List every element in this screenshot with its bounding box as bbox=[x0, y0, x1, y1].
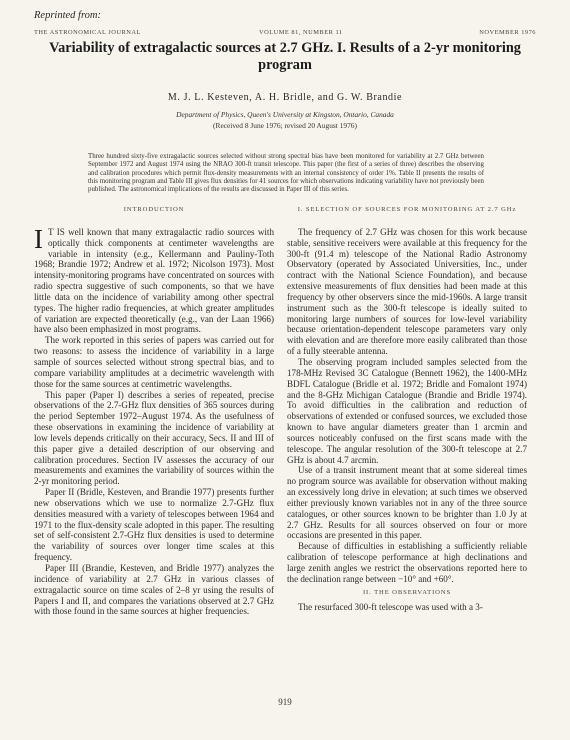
paper-title: Variability of extragalactic sources at 2.7 GHz. I. Results of a 2-yr monitoring program bbox=[49, 40, 521, 73]
left-column bbox=[34, 205, 274, 617]
page-number: 919 bbox=[278, 697, 292, 707]
paragraph-text: T IS well known that many extragalactic radio sources with optically thick components at centimeter wavelengths are variable in intensity (e.g., Kellermann and Pauliny-Toth 1968; Brandie 1972; Andrew et al. 1972; Nicolson 1973). Most intensity-monitoring programs have concentrated on sources with radio spectra suggestive of such components, so that we have little data on the incidence of variability among other spectral types. The higher radio frequencies, at which greater amplitudes of variation are expected theoretically (e.g., van der Laan 1966) have also been emphasized in most programs. bbox=[34, 226, 274, 335]
journal-name: THE ASTRONOMICAL JOURNAL bbox=[34, 29, 141, 36]
author-affiliation: Department of Physics, Queen's University at Kingston, Ontario, Canada bbox=[176, 110, 394, 119]
reprint-label: Reprinted from: bbox=[34, 10, 101, 21]
paragraph: The frequency of 2.7 GHz was chosen for this work because stable, sensitive receivers were available at this frequency for the 300-ft (91.4 m) telescope of the National Radio Astronomy Observatory (operated by Associated Universities, Inc., under contract with the National Science Foundation), and because extensive measurements of flux densities had been made at this frequency by other observers since the mid-1960s. A large transit instrument such as the 300-ft telescope is ideally suited to monitoring large numbers of sources for low-level variability because orientation-dependent telescope parameters vary only with elevation and are therefore more easily calibrated than those of a fully steerable antenna. bbox=[287, 226, 527, 357]
paragraph bbox=[34, 223, 274, 335]
received-dates: (Received 8 June 1976; revised 20 August 1976) bbox=[213, 121, 357, 130]
paper-authors: M. J. L. Kesteven, A. H. Bridle, and G. W. Brandie bbox=[167, 92, 403, 103]
paragraph: Because of difficulties in establishing a sufficiently reliable calibration of telescope performance at high declinations and large zenith angles we restrict the observations reported here to the declination range between −10° and +60°. bbox=[287, 541, 527, 584]
paragraph: Paper III (Brandie, Kesteven, and Bridle 1977) analyzes the incidence of variability at 2.7 GHz in various classes of extragalactic source on time scales of 2–8 yr using the results of Papers I and II, and compares the variations observed at 2.7 GHz with those found in the same sources at higher frequencies. bbox=[34, 563, 274, 617]
paragraph: Paper II (Bridle, Kesteven, and Brandie 1977) presents further new observations which we use to normalize 2.7-GHz flux densities measured with a variety of telescopes between 1964 and 1971 to the flux-density scale adopted in this paper. The resulting set of self-consistent 2.7-GHz flux densities is used to determine the variability of sources over longer time scales at this frequency. bbox=[34, 487, 274, 563]
paragraph: This paper (Paper I) describes a series of repeated, precise observations of the 2.7-GHz flux densities of 365 sources during the period September 1972–August 1974. As the usefulness of these observations in examining the incidence of variability at low levels depends critically on their accuracy, Secs. II and III of this paper give a detailed description of our observing and calibration procedures. Section IV assesses the accuracy of our measurements and examines the variability of sources within the 2-yr monitoring period. bbox=[34, 389, 274, 487]
paragraph: Use of a transit instrument meant that at some sidereal times no program source was available for observation without making an excessively long drive in elevation; at such times we observed either previously known variables not in any of the three source catalogues, or other sources known to be brighter than 1.0 Jy at 2.7 GHz. Results for all sources observed on four or more occasions are presented in this paper. bbox=[287, 465, 527, 541]
section-heading-observations: II. THE OBSERVATIONS bbox=[362, 588, 452, 596]
drop-cap: I bbox=[34, 223, 43, 254]
right-column bbox=[287, 205, 527, 612]
paragraph: The observing program included samples selected from the 178-MHz Revised 3C Catalogue (Bennett 1962), the 1400-MHz BDFL Catalogue (Bridle et al. 1972; Bridle and Fomalont 1974) and the 8-GHz Michigan Catalogue (Brandie and Bridle 1974). To avoid difficulties in the calibration and reduction of observations of extended or confused sources, we excluded those known to have angular diameters greater than 1 arcmin and sources noticeably confused on the first scans made with the telescope. The angular resolution of the 300-ft telescope at 2.7 GHz is about 4.7 arcmin. bbox=[287, 356, 527, 465]
journal-volume: VOLUME 81, NUMBER 11 bbox=[259, 29, 343, 36]
paragraph: The work reported in this series of papers was carried out for two reasons: to assess the incidence of variability in a large sample of sources selected without strong spectral bias, and to compare variability amplitudes at a decimetric wavelength with those for the same sources at centimetric wavelengths. bbox=[34, 335, 274, 389]
paragraph: The resurfaced 300-ft telescope was used with a 3- bbox=[298, 601, 483, 612]
journal-date: NOVEMBER 1976 bbox=[479, 29, 536, 36]
section-heading-selection: I. SELECTION OF SOURCES FOR MONITORING AT 2.7 GHz bbox=[297, 206, 517, 213]
section-heading-introduction: INTRODUCTION bbox=[123, 206, 185, 213]
abstract: Three hundred sixty-five extragalactic sources selected without strong spectral bias have been monitored for variability at 2.7 GHz between September 1972 and August 1974 using the NRAO 300-ft transit telescope. This paper (the first of a series of three) describes the observing and calibration procedures which permit flux-density measurements with an internal consistency of order 1%. Table II presents the results of this monitoring program and Table III gives flux densities for 41 sources for which observations indicating variability have not previously been published. The astronomical implications of the results are discussed in Paper III of this series. bbox=[88, 153, 484, 194]
